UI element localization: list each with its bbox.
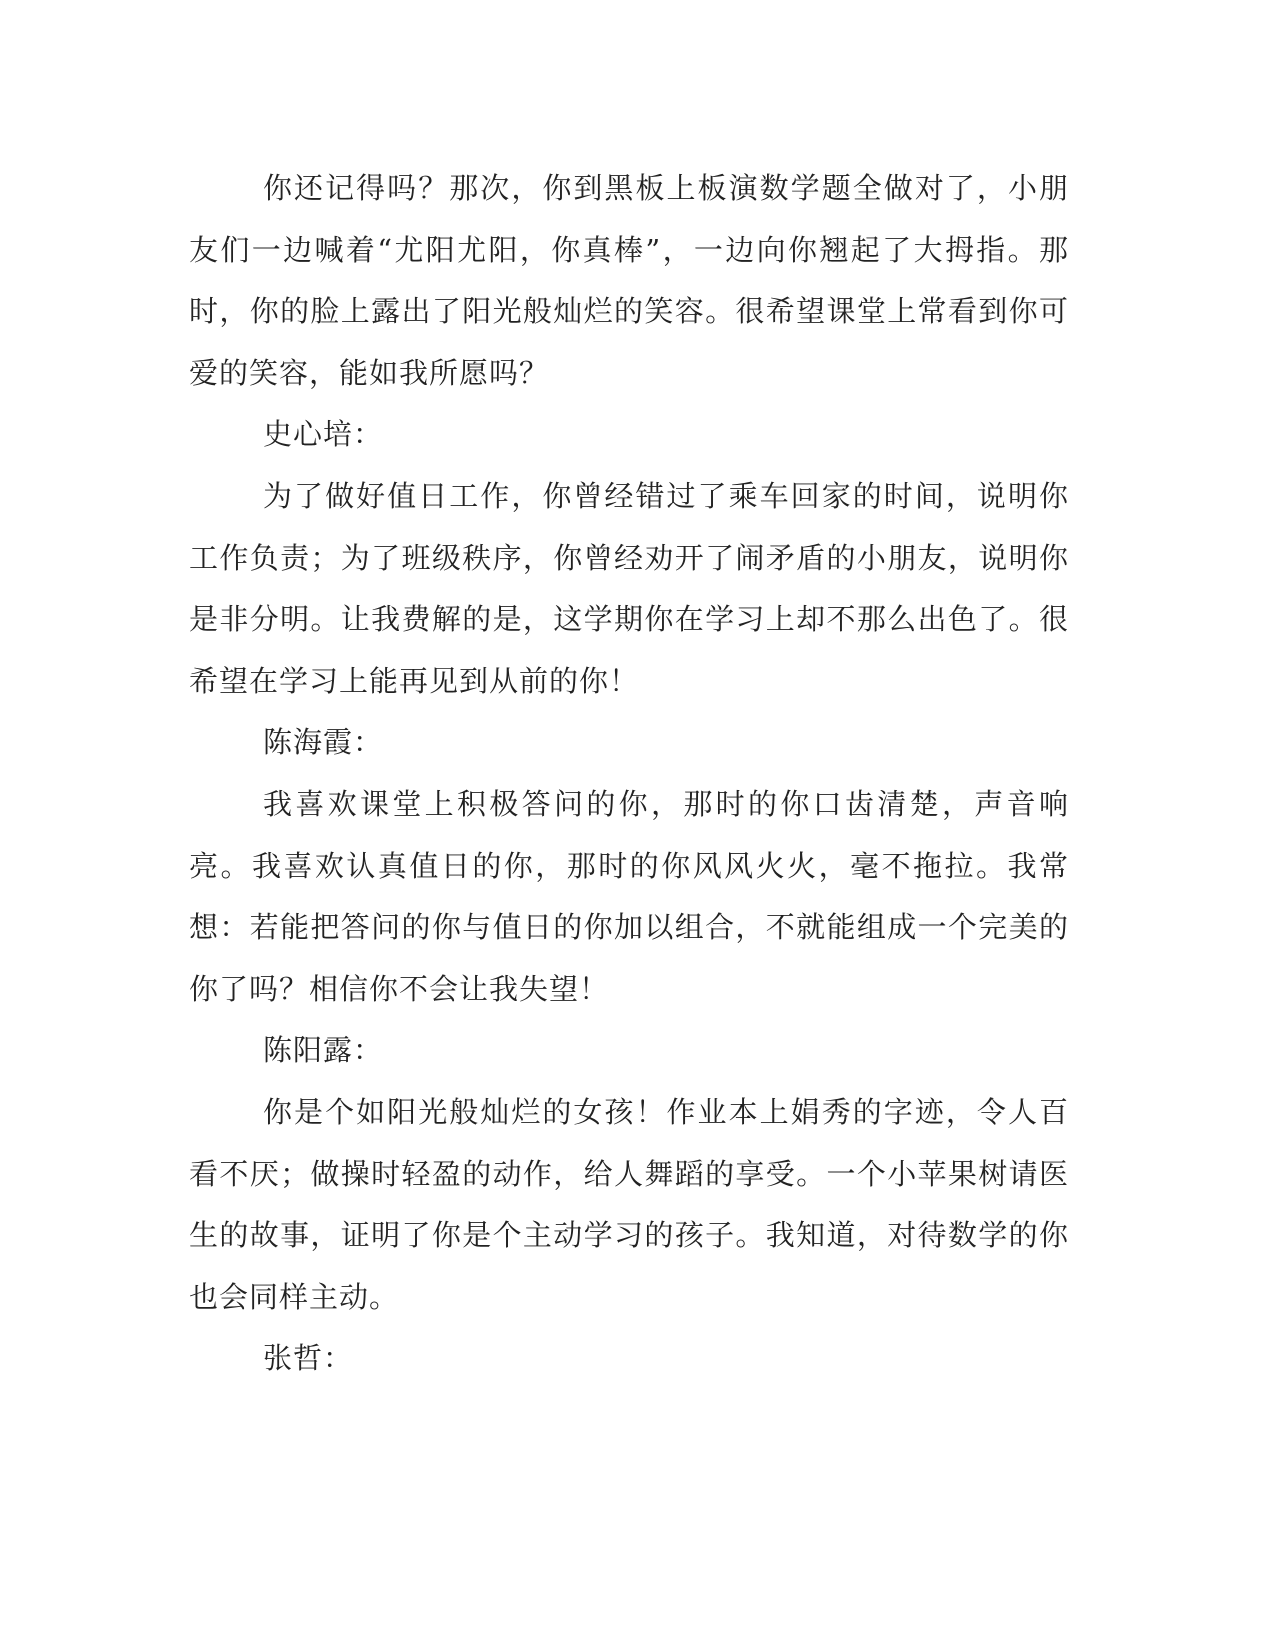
student-name-shi-xinpei: 史心培： bbox=[263, 417, 384, 452]
comment-paragraph-2: 为了做好值日工作，你曾经错过了乘车回家的时间，说明你工作负责；为了班级秩序，你曾经劝开了闹矛盾的小朋友，说明你是非分明。让我费解的是，这学期你在学习上却不那么出色了。很希望在学习上能再见到从前的你！ bbox=[189, 478, 1069, 698]
student-name-chen-haixia: 陈海霞： bbox=[263, 725, 384, 760]
comment-paragraph-1: 你还记得吗？那次，你到黑板上板演数学题全做对了，小朋友们一边喊着“尤阳尤阳，你真棒”，一边向你翘起了大拇指。那时，你的脸上露出了阳光般灿烂的笑容。很希望课堂上常看到你可爱的笑容，能如我所愿吗？ bbox=[189, 171, 1069, 390]
student-name-chen-yanglu: 陈阳露： bbox=[263, 1033, 384, 1068]
comment-paragraph-4: 你是个如阳光般灿烂的女孩！作业本上娟秀的字迹，令人百看不厌；做操时轻盈的动作，给人舞蹈的享受。一个小苹果树请医生的故事，证明了你是个主动学习的孩子。我知道，对待数学的你也会同样主动。 bbox=[189, 1094, 1069, 1314]
comment-paragraph-3: 我喜欢课堂上积极答问的你，那时的你口齿清楚，声音响亮。我喜欢认真值日的你，那时的你风风火火，毫不拖拉。我常想：若能把答问的你与值日的你加以组合，不就能组成一个完美的你了吗？相信你不会让我失望！ bbox=[189, 786, 1069, 1006]
student-name-zhang-zhe: 张哲： bbox=[263, 1341, 354, 1376]
document-body bbox=[189, 158, 1069, 1390]
